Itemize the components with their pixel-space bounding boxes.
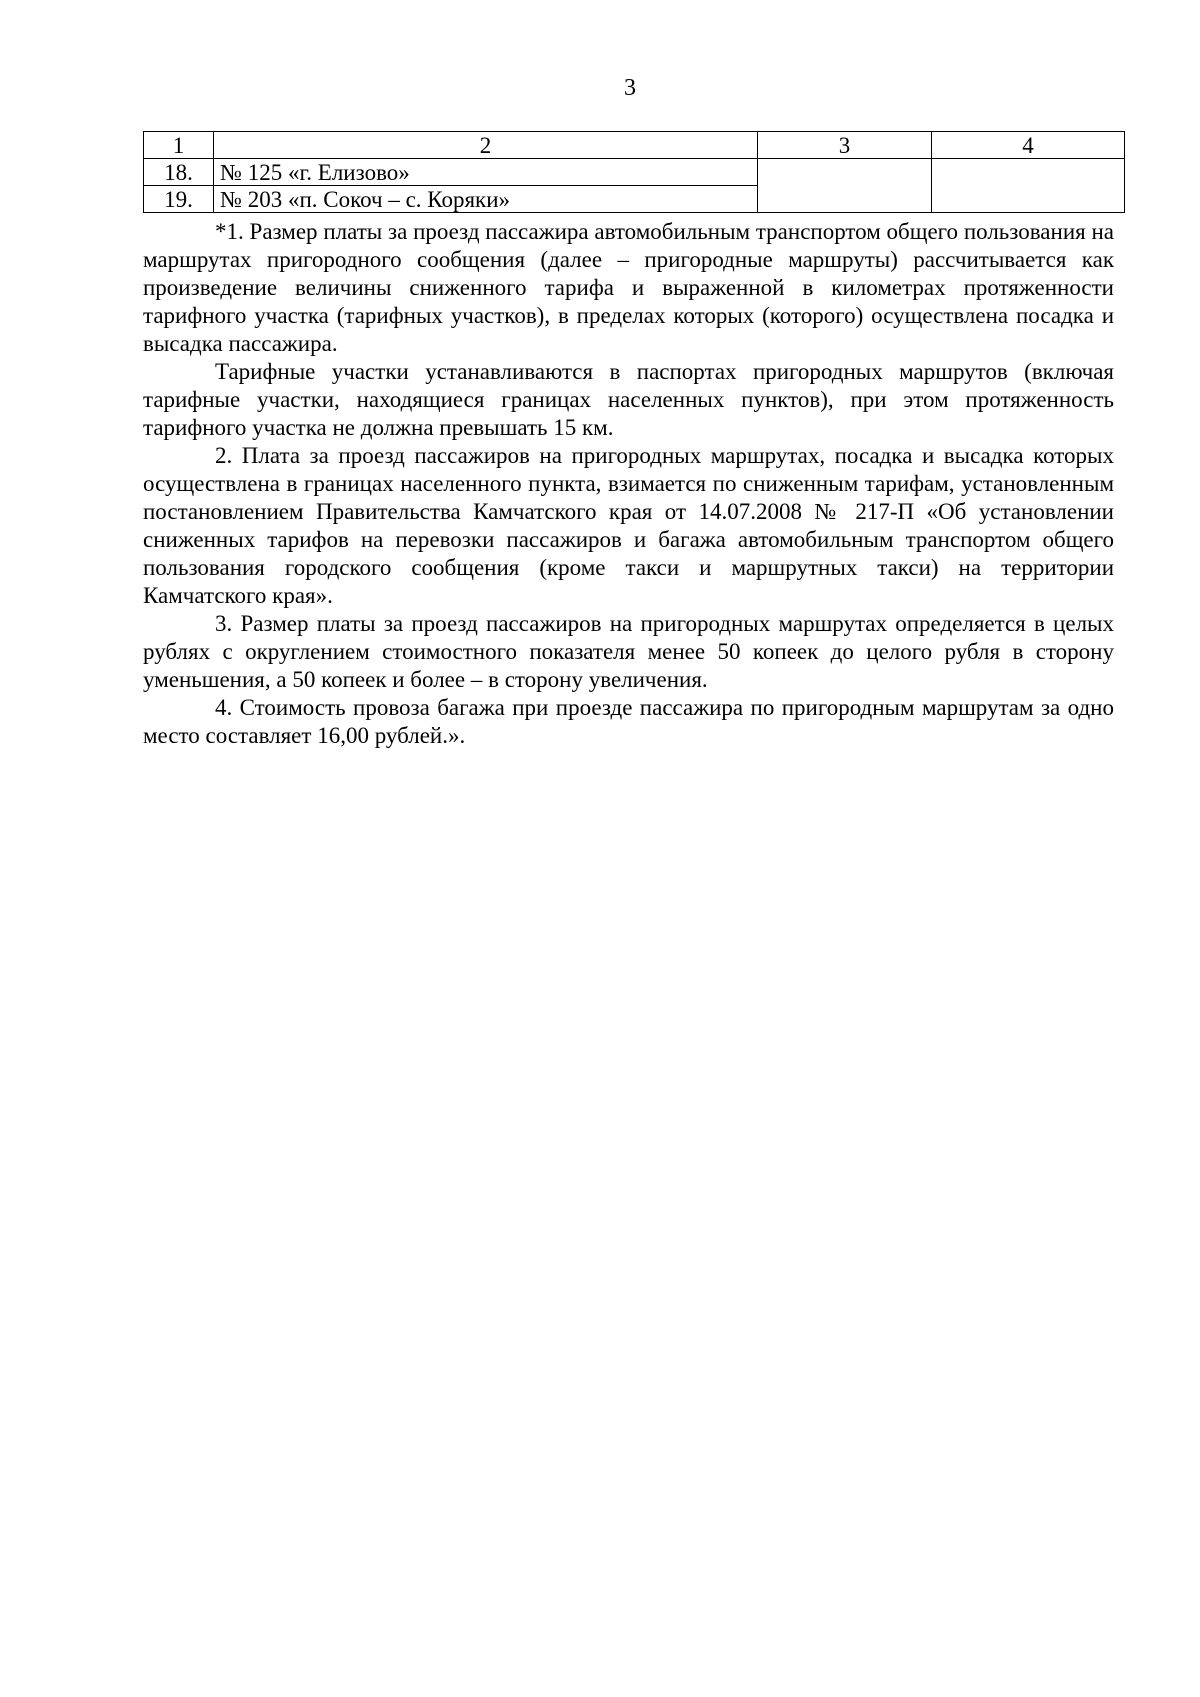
routes-table — [143, 131, 1125, 213]
note-paragraph-2: Тарифные участки устанавливаются в паспортах пригородных маршрутов (включая тарифные участки, находящиеся границах населенных пунктов), при этом протяженность тарифного участка не должна превышать 15 км. — [143, 359, 1114, 440]
row-number-cell: 18. — [144, 159, 214, 186]
column-header-1: 1 — [144, 132, 214, 159]
tariff-notes — [143, 218, 1114, 750]
column-header-4: 4 — [932, 132, 1125, 159]
row-number-cell: 19. — [144, 186, 214, 213]
note-paragraph-5: 4. Стоимость провоза багажа при проезде пассажира по пригородным маршрутам за одно место составляет 16,00 рублей.». — [143, 695, 1114, 748]
column-header-3: 3 — [758, 132, 932, 159]
table-header-row — [144, 132, 1125, 159]
note-paragraph-1: *1. Размер платы за проезд пассажира автомобильным транспортом общего пользования на маршрутах пригородного сообщения (далее – пригородные маршруты) рассчитывается как произведение величины сниженного тарифа и выраженной в километрах протяженности тарифного участка (тарифных участков), в пределах которых (которого) осуществлена посадка и высадка пассажира. — [143, 219, 1114, 356]
route-name-cell: № 203 «п. Сокоч – с. Коряки» — [214, 186, 758, 213]
column-header-2: 2 — [214, 132, 758, 159]
note-paragraph-3: 2. Плата за проезд пассажиров на пригородных маршрутах, посадка и высадка которых осуществлена в границах населенного пункта, взимается по сниженным тарифам, установленным постановлением Правительства Камчатского края от 14.07.2008 № 217-П «Об установлении сниженных тарифов на перевозки пассажиров и багажа автомобильным транспортом общего пользования городского сообщения (кроме такси и маршрутных такси) на территории Камчатского края». — [143, 443, 1114, 608]
route-name-cell: № 125 «г. Елизово» — [214, 159, 758, 186]
table-row — [144, 159, 1125, 186]
page-number: 3 — [624, 75, 636, 101]
column-4-merged-cell — [932, 159, 1125, 213]
note-paragraph-4: 3. Размер платы за проезд пассажиров на пригородных маршрутах определяется в целых рублях с округлением стоимостного показателя менее 50 копеек до целого рубля в сторону уменьшения, а 50 копеек и более – в сторону увеличения. — [143, 611, 1114, 692]
column-3-merged-cell — [758, 159, 932, 213]
